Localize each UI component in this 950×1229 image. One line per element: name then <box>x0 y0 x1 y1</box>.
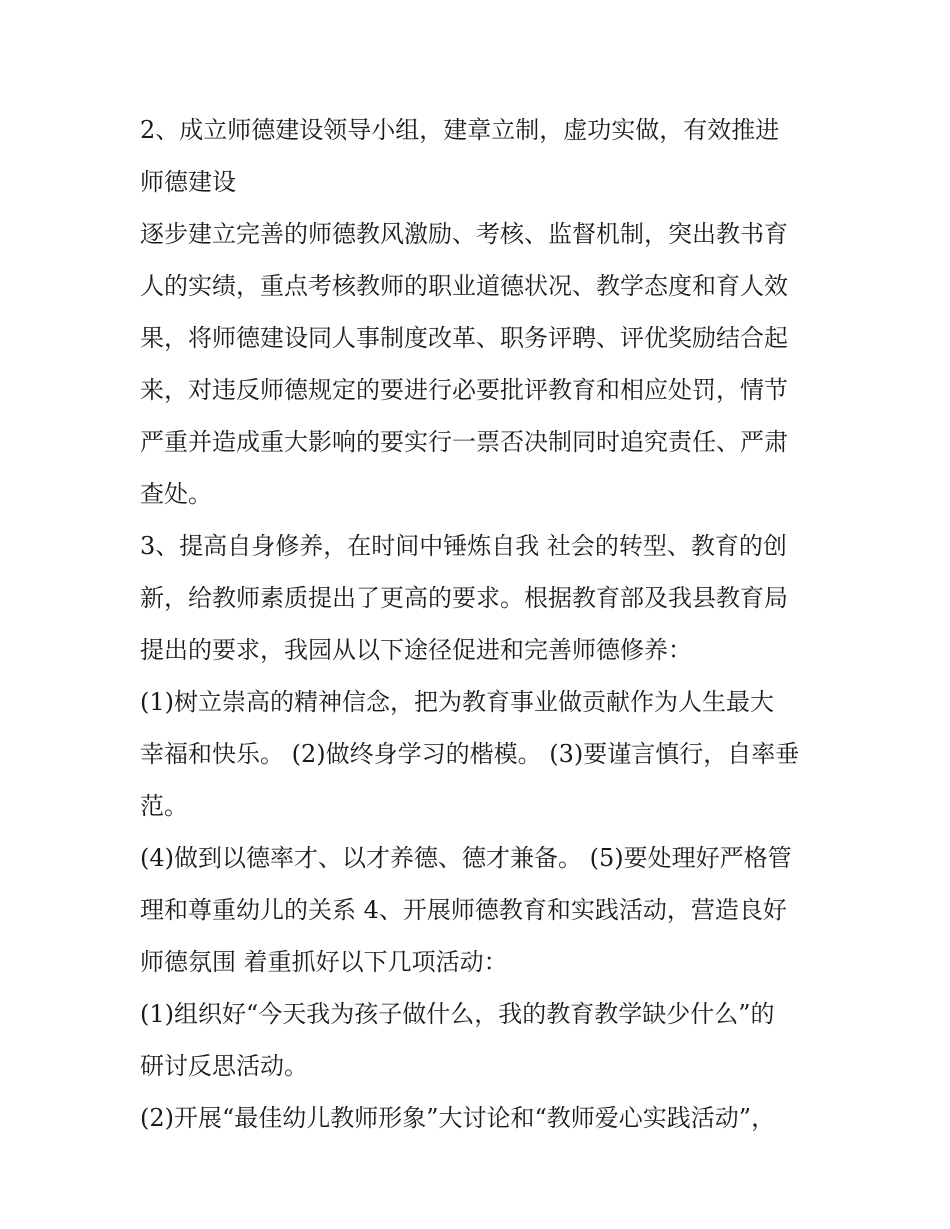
text-line: 师德建设 <box>140 168 236 196</box>
text-line: 查处。 <box>140 480 212 508</box>
text-line: 逐步建立完善的师德教风激励、考核、监督机制，突出教书育 <box>140 220 788 248</box>
text-line: 严重并造成重大影响的要实行一票否决制同时追究责任、严肃 <box>140 428 788 456</box>
text-line: 来，对违反师德规定的要进行必要批评教育和相应处罚，情节 <box>140 376 788 404</box>
text-line: 理和尊重幼儿的关系 4、开展师德教育和实践活动，营造良好 <box>140 896 787 924</box>
text-line: 师德氛围 着重抓好以下几项活动： <box>140 948 508 976</box>
text-line: 2、成立师德建设领导小组，建章立制，虚功实做，有效推进 <box>140 116 780 144</box>
text-line: 提出的要求，我园从以下途径促进和完善师德修养： <box>140 636 692 664</box>
text-line: 新，给教师素质提出了更高的要求。根据教育部及我县教育局 <box>140 584 788 612</box>
text-line: (1)树立崇高的精神信念，把为教育事业做贡献作为人生最大 <box>140 688 774 716</box>
text-line: 3、提高自身修养，在时间中锤炼自我 社会的转型、教育的创 <box>140 532 787 560</box>
text-line: 人的实绩，重点考核教师的职业道德状况、教学态度和育人效 <box>140 272 788 300</box>
text-line: 幸福和快乐。 (2)做终身学习的楷模。 (3)要谨言慎行，自率垂 <box>140 740 800 768</box>
text-line: 研讨反思活动。 <box>140 1052 308 1080</box>
text-line: (2)开展“最佳幼儿教师形象”大讨论和“教师爱心实践活动”， <box>140 1104 776 1132</box>
document-body <box>140 104 840 1144</box>
text-line: (1)组织好“今天我为孩子做什么，我的教育教学缺少什么”的 <box>140 1000 775 1028</box>
text-line: 果，将师德建设同人事制度改革、职务评聘、评优奖励结合起 <box>140 324 788 352</box>
text-line: 范。 <box>140 792 188 820</box>
text-line: (4)做到以德率才、以才养德、德才兼备。 (5)要处理好严格管 <box>140 844 792 872</box>
